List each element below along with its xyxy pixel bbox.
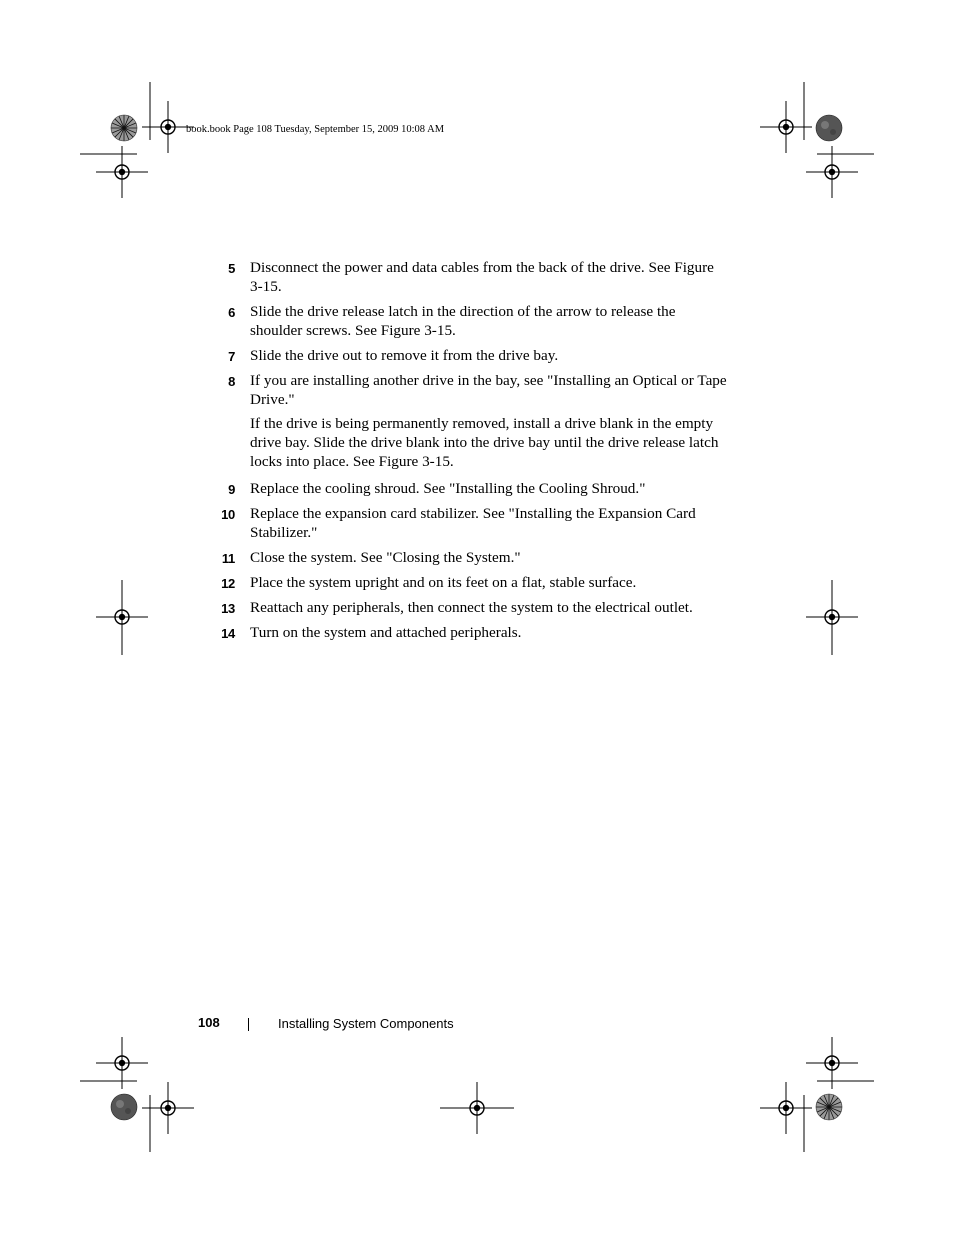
step-item: [210, 479, 730, 498]
step-number: 5: [228, 261, 235, 276]
step-note: If the drive is being permanently removed, install a drive blank in the empty drive bay. Slide the drive blank into the drive bay until the drive release latch locks into place. See Figure 3-15.: [250, 415, 719, 470]
step-item: [210, 573, 730, 592]
step-text: Slide the drive release latch in the direction of the arrow to release the shoulder screws. See Figure 3-15.: [250, 303, 676, 339]
step-item: [210, 346, 730, 365]
step-item: [210, 548, 730, 567]
step-text: Disconnect the power and data cables from the back of the drive. See Figure 3-15.: [250, 259, 714, 295]
step-number: 13: [221, 601, 235, 616]
step-text: Place the system upright and on its feet on a flat, stable surface.: [250, 574, 637, 591]
step-item: [210, 258, 730, 296]
density-mark: [816, 115, 842, 141]
step-item: [210, 623, 730, 642]
step-text: Replace the expansion card stabilizer. See "Installing the Expansion Card Stabilizer.": [250, 505, 696, 541]
step-text: Reattach any peripherals, then connect the system to the electrical outlet.: [250, 599, 693, 616]
density-mark: [111, 1094, 137, 1120]
step-text: Turn on the system and attached peripherals.: [250, 624, 522, 641]
step-number: 12: [221, 576, 235, 591]
step-number: 10: [221, 507, 235, 522]
step-item: [210, 371, 730, 409]
step-number: 9: [228, 482, 235, 497]
step-text: Replace the cooling shroud. See "Installing the Cooling Shroud.": [250, 480, 646, 497]
step-number: 6: [228, 305, 235, 320]
footer-divider: [248, 1018, 249, 1031]
section-title: Installing System Components: [278, 1016, 454, 1031]
step-text: Slide the drive out to remove it from the drive bay.: [250, 347, 559, 364]
step-item: [210, 504, 730, 542]
step-number: 14: [221, 626, 235, 641]
step-text: If you are installing another drive in the bay, see "Installing an Optical or Tape Drive.": [250, 372, 727, 408]
step-item: [210, 302, 730, 340]
starburst-mark: [111, 115, 137, 141]
step-text: Close the system. See "Closing the System.": [250, 549, 521, 566]
procedure-steps: [210, 258, 730, 648]
step-item: [210, 598, 730, 617]
print-slug: book.book Page 108 Tuesday, September 15, 2009 10:08 AM: [186, 124, 445, 135]
page-number: 108: [198, 1015, 220, 1030]
step-number: 8: [228, 374, 235, 389]
step-number: 11: [221, 551, 235, 566]
step-number: 7: [228, 349, 235, 364]
starburst-mark: [816, 1094, 842, 1120]
